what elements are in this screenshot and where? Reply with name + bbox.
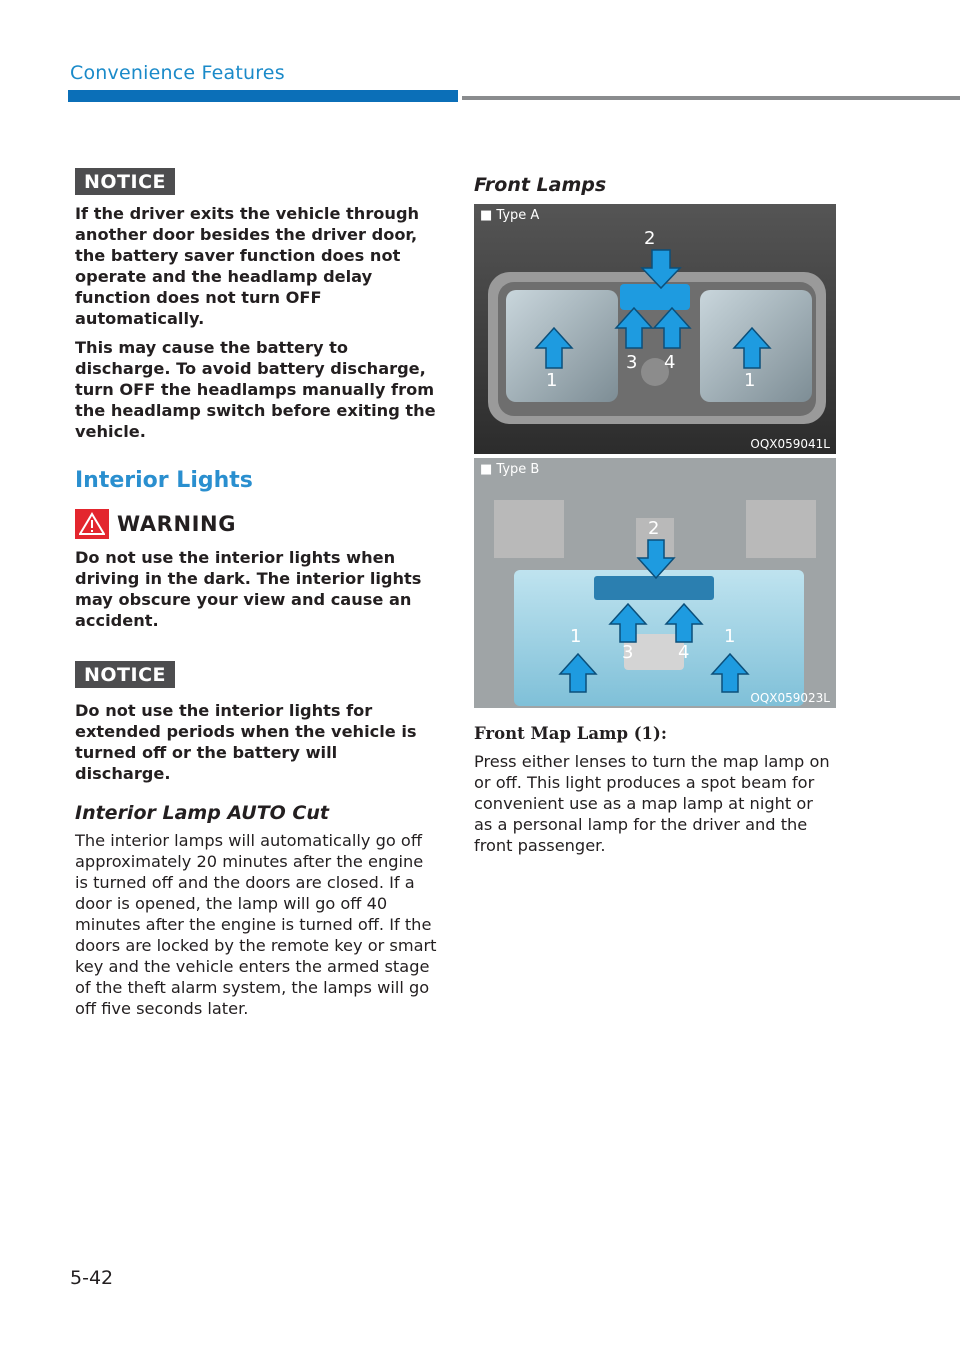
arrow-up-icon xyxy=(712,654,748,692)
arrow-up-icon xyxy=(560,654,596,692)
notice-tag: NOTICE xyxy=(75,661,175,688)
map-lamp-text: Press either lenses to turn the map lamp on or off. This light produces a spot beam for convenient use as a map lamp at night or as a personal lamp for the driver and the front passenger. xyxy=(474,752,830,855)
warning-text: Do not use the interior lights when driving in the dark. The interior lights may obscure your view and cause an accident. xyxy=(75,548,422,630)
figure-type-label: ■ Type B xyxy=(480,462,540,477)
left-column xyxy=(75,168,437,1019)
auto-cut-heading: Interior Lamp AUTO Cut xyxy=(75,802,329,824)
page-number: 5-42 xyxy=(70,1267,114,1289)
interior-lights-heading: Interior Lights xyxy=(75,468,253,493)
arrow-up-icon xyxy=(536,328,572,368)
callout-number-1: 1 xyxy=(546,370,558,391)
arrow-up-icon xyxy=(666,604,702,642)
warning-triangle-icon xyxy=(75,509,109,539)
callout-number-1: 1 xyxy=(724,626,736,647)
front-lamps-heading: Front Lamps xyxy=(474,174,607,196)
callout-number-4: 4 xyxy=(664,352,676,373)
arrow-up-icon xyxy=(654,308,690,348)
callout-number-2: 2 xyxy=(648,518,660,539)
section-title: Convenience Features xyxy=(70,62,285,84)
figure-type-b xyxy=(474,458,836,708)
notice-text: Do not use the interior lights for extended periods when the vehicle is turned off or the battery will discharge. xyxy=(75,701,417,783)
callout-number-2: 2 xyxy=(644,228,656,249)
figure-type-label: ■ Type A xyxy=(480,208,540,223)
callout-number-3: 3 xyxy=(626,352,638,373)
callout-arrows-b xyxy=(474,458,836,708)
callout-number-4: 4 xyxy=(678,642,690,663)
callout-number-3: 3 xyxy=(622,642,634,663)
right-column xyxy=(474,168,836,856)
notice-text: If the driver exits the vehicle through another door besides the driver door, the battery saver function does not operate and the headlamp delay function does not turn OFF automatically. xyxy=(75,204,420,328)
arrow-down-icon xyxy=(642,250,680,288)
notice-box-battery-saver xyxy=(75,168,437,442)
arrow-up-icon xyxy=(734,328,770,368)
arrow-up-icon xyxy=(616,308,652,348)
callout-number-1: 1 xyxy=(744,370,756,391)
notice-text: This may cause the battery to discharge. To avoid battery discharge, turn OFF the headlamps manually from the headlamp switch before exiting the vehicle. xyxy=(75,338,436,441)
header-rule xyxy=(462,96,960,100)
warning-header xyxy=(75,509,437,539)
header-accent-bar xyxy=(68,90,458,102)
auto-cut-text: The interior lamps will automatically go off approximately 20 minutes after the engine is turned off and the doors are closed. If a door is opened, the lamp will go off 40 minutes after the engine is turned off. If the doors are locked by the remote key or smart key and the vehicle enters the armed stage of the theft alarm system, the lamps will go off five seconds later. xyxy=(75,831,437,1018)
figure-code: OQX059041L xyxy=(750,437,830,451)
notice-tag: NOTICE xyxy=(75,168,175,195)
map-lamp-heading: Front Map Lamp (1): xyxy=(474,724,667,743)
arrow-down-icon xyxy=(638,540,674,578)
notice-box-interior-lights xyxy=(75,661,437,784)
figure-code: OQX059023L xyxy=(750,691,830,705)
arrow-up-icon xyxy=(610,604,646,642)
warning-label: WARNING xyxy=(117,512,237,536)
callout-number-1: 1 xyxy=(570,626,582,647)
figure-type-a xyxy=(474,204,836,454)
